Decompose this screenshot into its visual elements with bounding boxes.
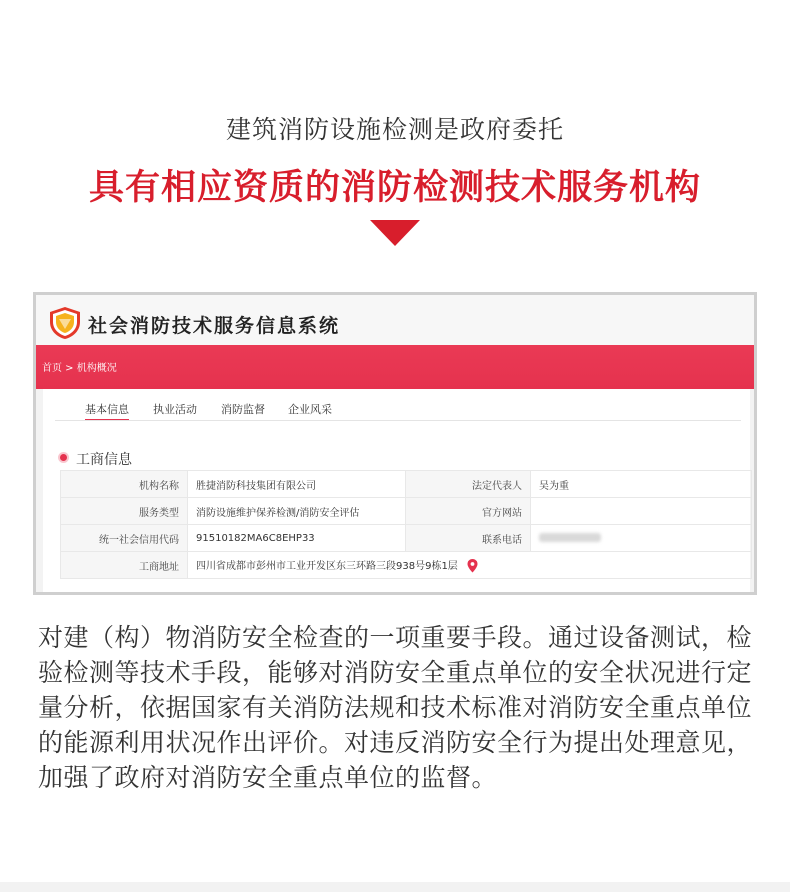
label-legal-rep: 法定代表人: [406, 471, 531, 498]
value-website[interactable]: [531, 498, 752, 525]
description-paragraph: 对建（构）物消防安全检查的一项重要手段。通过设备测试，检验检测等技术手段，能够对消防安全重点单位的安全状况进行定量分析，依据国家有关消防法规和技术标准对消防安全重点单位的能源利用状况作出评价。对违反消防安全行为提出处理意见，加强了政府对消防安全重点单位的监督。: [38, 623, 753, 792]
value-address: [188, 552, 752, 579]
label-org-name: 机构名称: [61, 471, 188, 498]
value-legal-rep: 吴为重: [531, 471, 752, 498]
bullet-icon: [60, 454, 67, 461]
value-service-type: 消防设施维护保养检测/消防安全评估: [188, 498, 406, 525]
system-header: [36, 295, 754, 345]
bottom-divider: [0, 882, 790, 892]
address-text: 四川省成都市彭州市工业开发区东三环路三段938号9栋1层: [196, 561, 458, 572]
value-org-name: 胜捷消防科技集团有限公司: [188, 471, 406, 498]
breadcrumb[interactable]: 首页 > 机构概况: [42, 363, 117, 374]
headline: 具有相应资质的消防检测技术服务机构: [88, 168, 701, 208]
value-phone: [531, 525, 752, 552]
tab-practice-activities[interactable]: 执业活动: [153, 403, 197, 416]
tab-divider: [55, 420, 741, 421]
label-credit-code: 统一社会信用代码: [61, 525, 188, 552]
label-phone: 联系电话: [406, 525, 531, 552]
tab-basic-info[interactable]: 基本信息: [85, 401, 129, 421]
table-row: [61, 471, 752, 498]
value-credit-code: 91510182MA6C8EHP33: [188, 525, 406, 552]
system-screenshot: [33, 292, 757, 595]
subtitle: 建筑消防设施检测是政府委托: [225, 115, 564, 144]
triangle-down-icon: [370, 220, 420, 246]
system-title: 社会消防技术服务信息系统: [88, 315, 341, 337]
label-address: 工商地址: [61, 552, 188, 579]
label-service-type: 服务类型: [61, 498, 188, 525]
table-row: [61, 525, 752, 552]
section-title: 工商信息: [76, 452, 132, 468]
business-info-table: [60, 470, 752, 579]
label-website: 官方网站: [406, 498, 531, 525]
map-pin-icon[interactable]: [467, 559, 478, 573]
tab-company-profile[interactable]: 企业风采: [288, 403, 332, 416]
table-row: [61, 498, 752, 525]
blurred-phone: [539, 533, 601, 542]
table-row: [61, 552, 752, 579]
content-panel: [43, 389, 750, 592]
shield-icon: [48, 306, 82, 340]
nav-band: [36, 345, 754, 389]
tab-fire-supervision[interactable]: 消防监督: [221, 403, 265, 416]
